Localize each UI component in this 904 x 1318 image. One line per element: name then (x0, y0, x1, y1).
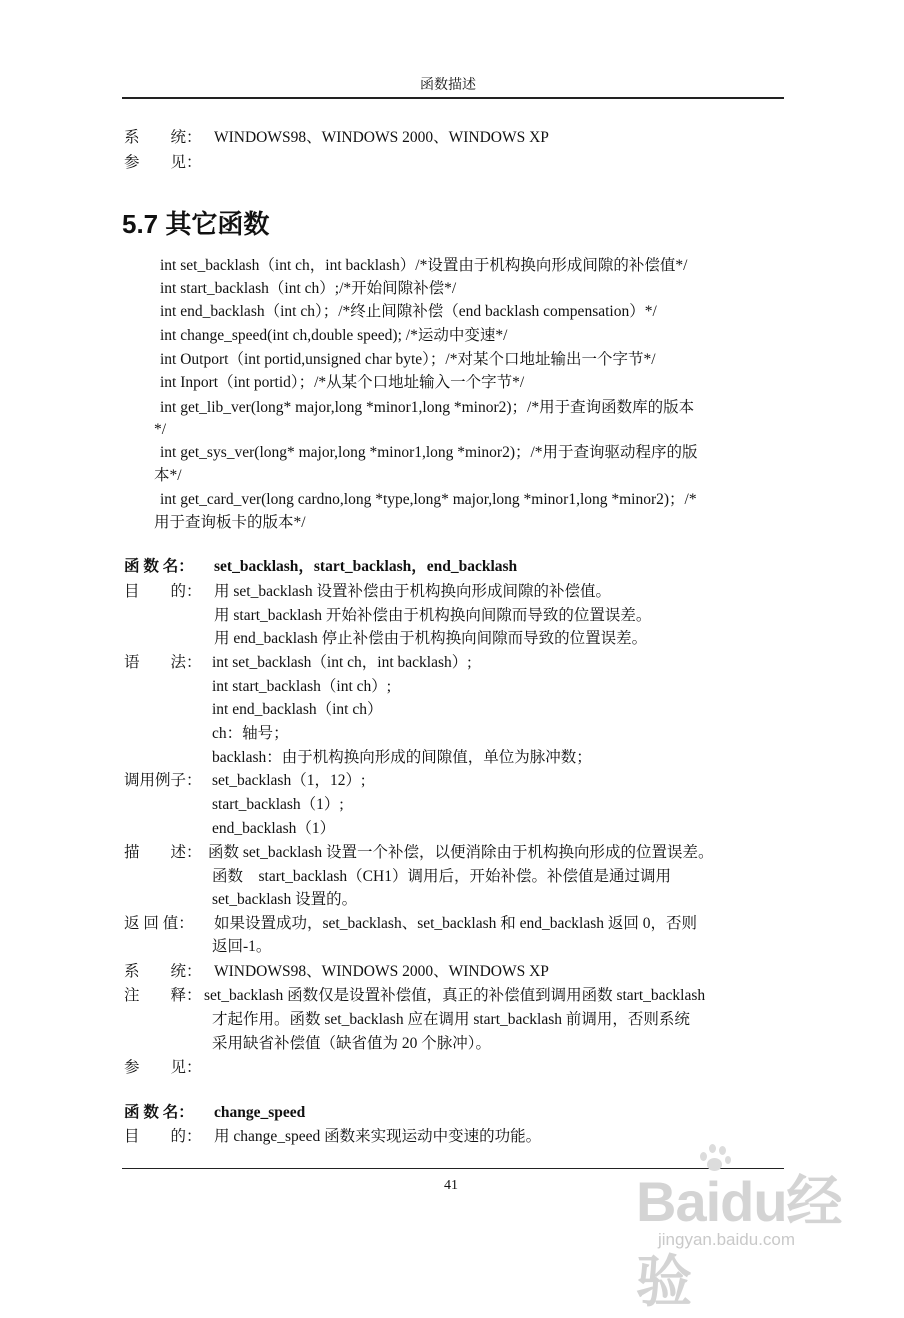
running-header: 函数描述 (420, 78, 476, 93)
func-list-line: int get_lib_ver(long* major,long *minor1,long *minor2)；/*用于查询函数库的版本 (160, 399, 695, 416)
func-list-line: int end_backlash（int ch）；/*终止间隙补偿（end backlash compensation）*/ (160, 303, 657, 320)
baidu-watermark (636, 1148, 846, 1313)
note-line: 才起作用。函数 set_backlash 应在调用 start_backlash 前调用，否则系统 (212, 1011, 690, 1028)
func-list-line: 本*/ (154, 467, 182, 484)
system-value: WINDOWS98、WINDOWS 2000、WINDOWS XP (214, 963, 549, 980)
syntax-line: int start_backlash（int ch）; (212, 678, 392, 695)
system-value: WINDOWS98、WINDOWS 2000、WINDOWS XP (214, 129, 549, 146)
example-line: end_backlash（1） (212, 820, 336, 837)
system-label: 系 统： (124, 129, 202, 146)
syntax-line: int set_backlash（int ch，int backlash）; (212, 654, 472, 671)
func-list-line: int Outport（int portid,unsigned char byte）；/*对某个口地址输出一个字节*/ (160, 351, 656, 368)
func-list-line: int Inport（int portid）；/*从某个口地址输入一个字节*/ (160, 374, 525, 391)
func-list-line: int set_backlash（int ch，int backlash）/*设置由于机构换向形成间隙的补偿值*/ (160, 257, 688, 274)
purpose-label: 目 的： (124, 583, 202, 600)
syntax-line: ch：轴号； (212, 725, 289, 742)
note-line: 采用缺省补偿值（缺省值为 20 个脉冲）。 (212, 1035, 492, 1052)
page-number: 41 (444, 1178, 458, 1193)
func-list-line: int start_backlash（int ch）;/*开始间隙补偿*/ (160, 280, 457, 297)
func-list-line: */ (154, 421, 167, 438)
example-label: 调用例子： (124, 772, 202, 789)
func-list-line: int get_sys_ver(long* major,long *minor1,long *minor2)；/*用于查询驱动程序的版 (160, 444, 698, 461)
return-line: 返回-1。 (212, 938, 272, 955)
purpose-line: 用 end_backlash 停止补偿由于机构换向间隙而导致的位置误差。 (214, 630, 648, 647)
section-heading: 5.7 其它函数 (122, 209, 270, 239)
desc-line: 函数 set_backlash 设置一个补偿，以便消除由于机构换向形成的位置误差。 (208, 844, 714, 861)
purpose-line: 用 set_backlash 设置补偿由于机构换向形成间隙的补偿值。 (214, 583, 611, 600)
purpose-label: 目 的： (124, 1128, 202, 1145)
return-label: 返 回 值： (124, 915, 194, 932)
desc-label: 描 述： (124, 844, 202, 861)
return-line: 如果设置成功，set_backlash、set_backlash 和 end_backlash 返回 0，否则 (214, 915, 697, 932)
purpose-line: 用 start_backlash 开始补偿由于机构换向间隙而导致的位置误差。 (214, 607, 652, 624)
syntax-label: 语 法： (124, 654, 202, 671)
desc-line: set_backlash 设置的。 (212, 891, 358, 908)
see-label: 参 见： (124, 1059, 202, 1076)
watermark-url: jingyan.baidu.com (658, 1230, 796, 1249)
syntax-line: int end_backlash（int ch） (212, 701, 383, 718)
func-list-line: 用于查询板卡的版本*/ (154, 514, 306, 531)
header-rule (122, 97, 784, 99)
example-line: start_backlash（1）; (212, 796, 344, 813)
example-line: set_backlash（1，12）; (212, 772, 366, 789)
func-name-label: 函 数 名： (124, 1104, 194, 1121)
desc-line: 函数 start_backlash（CH1）调用后，开始补偿。补偿值是通过调用 (212, 868, 671, 885)
watermark-logo: Baidu经验 (636, 1170, 842, 1313)
syntax-line: backlash：由于机构换向形成的间隙值，单位为脉冲数； (212, 749, 592, 766)
func-list-line: int get_card_ver(long cardno,long *type,long* major,long *minor1,long *minor2)；/* (160, 491, 697, 508)
system-label: 系 统： (124, 963, 202, 980)
note-line: set_backlash 函数仅是设置补偿值，真正的补偿值到调用函数 start_backlash (204, 987, 706, 1004)
func-name-label: 函 数 名： (124, 558, 194, 575)
purpose-line: 用 change_speed 函数来实现运动中变速的功能。 (214, 1128, 542, 1145)
see-label: 参 见： (124, 154, 202, 171)
func-list-line: int change_speed(int ch,double speed); /*运动中变速*/ (160, 327, 508, 344)
note-label: 注 释： (124, 987, 202, 1004)
func-name-value: set_backlash，start_backlash，end_backlash (214, 558, 518, 575)
func-name-value: change_speed (214, 1104, 306, 1121)
